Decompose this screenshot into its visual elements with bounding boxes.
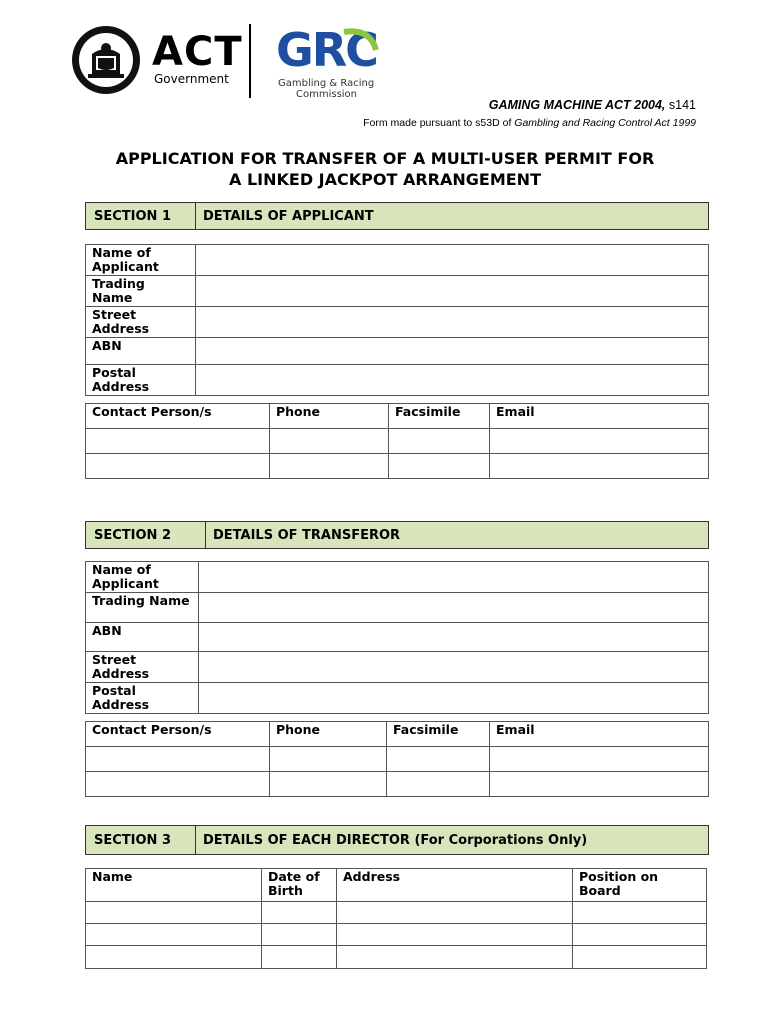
director-header: Address [337,869,573,902]
field-label: Trading Name [86,593,199,623]
section1-label: DETAILS OF APPLICANT [203,208,374,224]
director-name-input[interactable] [86,924,262,946]
transferor-name-input[interactable] [199,562,709,593]
director-name-input[interactable] [86,946,262,969]
director-header: Name [86,869,262,902]
form-note: Form made pursuant to s53D of Gambling and Racing Control Act 1999 [363,117,696,129]
name-of-applicant-input[interactable] [196,245,709,276]
field-label: Name of Applicant [86,562,199,593]
director-position-input[interactable] [573,924,707,946]
director-dob-input[interactable] [262,924,337,946]
director-name-input[interactable] [86,902,262,924]
field-label: Trading Name [86,276,196,307]
transferor-trading-name-input[interactable] [199,593,709,623]
contact-header: Contact Person/s [86,722,270,747]
email-input[interactable] [490,429,709,454]
section3-director-table [85,868,707,969]
contact-header: Contact Person/s [86,404,270,429]
grc-logo-text: GRC [276,26,377,76]
grc-logo [274,26,394,102]
facsimile-input[interactable] [387,747,490,772]
facsimile-input[interactable] [389,454,490,479]
section2-banner [85,521,709,549]
section3-number: SECTION 3 [86,826,196,854]
logo-divider [249,24,251,98]
field-label: Name of Applicant [86,245,196,276]
email-input[interactable] [490,454,709,479]
contact-person-input[interactable] [86,454,270,479]
contact-person-input[interactable] [86,747,270,772]
email-input[interactable] [490,772,709,797]
section2-contact-table [85,721,709,797]
phone-input[interactable] [270,747,387,772]
act-logo-subtext: Government [154,72,229,86]
act-coat-of-arms-icon [70,24,142,96]
field-label: Postal Address [86,683,199,714]
section3-banner [85,825,709,855]
director-address-input[interactable] [337,946,573,969]
contact-header: Phone [270,404,389,429]
phone-input[interactable] [270,454,389,479]
director-position-input[interactable] [573,946,707,969]
director-address-input[interactable] [337,924,573,946]
contact-header: Facsimile [389,404,490,429]
field-label: Street Address [86,307,196,338]
facsimile-input[interactable] [387,772,490,797]
act-logo-text: ACT [152,29,243,75]
street-address-input[interactable] [196,307,709,338]
director-header: Position on Board [573,869,707,902]
transferor-postal-address-input[interactable] [199,683,709,714]
director-header: Date of Birth [262,869,337,902]
facsimile-input[interactable] [389,429,490,454]
section1-number: SECTION 1 [86,203,196,229]
section1-banner [85,202,709,230]
transferor-street-address-input[interactable] [199,652,709,683]
email-input[interactable] [490,747,709,772]
field-label: Postal Address [86,365,196,396]
act-government-logo [68,22,243,98]
section1-applicant-table [85,244,709,396]
page-title: APPLICATION FOR TRANSFER OF A MULTI-USER PERMIT FOR A LINKED JACKPOT ARRANGEMENT [115,149,655,189]
contact-header: Email [490,722,709,747]
phone-input[interactable] [270,429,389,454]
director-position-input[interactable] [573,902,707,924]
director-dob-input[interactable] [262,902,337,924]
phone-input[interactable] [270,772,387,797]
field-label: ABN [86,338,196,365]
postal-address-input[interactable] [196,365,709,396]
transferor-abn-input[interactable] [199,623,709,652]
field-label: Street Address [86,652,199,683]
contact-person-input[interactable] [86,772,270,797]
contact-person-input[interactable] [86,429,270,454]
abn-input[interactable] [196,338,709,365]
field-label: ABN [86,623,199,652]
section3-label: DETAILS OF EACH DIRECTOR (For Corporations Only) [203,832,588,848]
grc-logo-subtext: Gambling & Racing Commission [278,78,375,100]
contact-header: Email [490,404,709,429]
section2-number: SECTION 2 [86,522,206,548]
director-address-input[interactable] [337,902,573,924]
section1-contact-table [85,403,709,479]
director-dob-input[interactable] [262,946,337,969]
section2-label: DETAILS OF TRANSFEROR [213,527,401,543]
grc-logo-mark [274,26,384,76]
section2-transferor-table [85,561,709,714]
act-reference: GAMING MACHINE ACT 2004, s141 [488,98,696,112]
contact-header: Phone [270,722,387,747]
contact-header: Facsimile [387,722,490,747]
trading-name-input[interactable] [196,276,709,307]
